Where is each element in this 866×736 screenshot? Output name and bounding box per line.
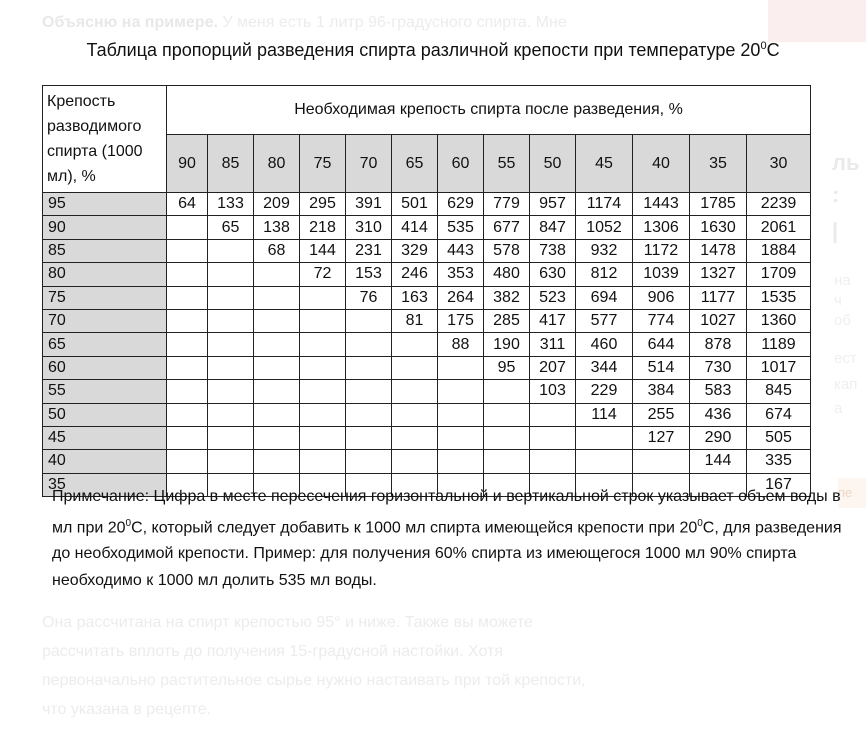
table-cell xyxy=(392,380,438,403)
table-cell xyxy=(346,403,392,426)
table-row xyxy=(43,426,811,449)
row-header: 40 xyxy=(43,450,167,473)
table-cell xyxy=(346,309,392,332)
table-cell xyxy=(438,380,484,403)
column-header: 35 xyxy=(690,135,747,193)
table-cell: 344 xyxy=(576,356,633,379)
background-fragment: на xyxy=(834,272,851,289)
table-cell: 175 xyxy=(438,309,484,332)
background-fragment: | xyxy=(832,218,839,243)
table-cell: 501 xyxy=(392,193,438,216)
table-cell: 878 xyxy=(690,333,747,356)
table-cell xyxy=(633,450,690,473)
table-cell xyxy=(167,239,208,262)
table-cell: 436 xyxy=(690,403,747,426)
table-cell: 414 xyxy=(392,216,438,239)
table-cell: 417 xyxy=(530,309,576,332)
table-cell xyxy=(167,263,208,286)
table-cell: 114 xyxy=(576,403,633,426)
background-fragment: об xyxy=(834,312,851,329)
table-cell xyxy=(392,450,438,473)
column-header: 40 xyxy=(633,135,690,193)
table-cell: 505 xyxy=(747,426,811,449)
background-image-corner xyxy=(768,0,866,42)
table-cell: 535 xyxy=(438,216,484,239)
table-row xyxy=(43,356,811,379)
table-cell xyxy=(300,333,346,356)
table-cell: 311 xyxy=(530,333,576,356)
table-cell: 231 xyxy=(346,239,392,262)
table-cell xyxy=(438,356,484,379)
table-cell xyxy=(208,450,254,473)
table-cell xyxy=(576,426,633,449)
table-cell xyxy=(392,333,438,356)
table-cell: 1027 xyxy=(690,309,747,332)
table-cell: 207 xyxy=(530,356,576,379)
table-cell: 514 xyxy=(633,356,690,379)
table-cell xyxy=(208,426,254,449)
table-cell: 480 xyxy=(484,263,530,286)
background-line: Она рассчитана на спирт крепостью 95° и ниже. Также вы можете xyxy=(42,614,533,631)
table-cell: 1174 xyxy=(576,193,633,216)
table-cell xyxy=(530,450,576,473)
table-cell: 329 xyxy=(392,239,438,262)
table-cell xyxy=(392,426,438,449)
table-cell: 578 xyxy=(484,239,530,262)
table-cell: 167 xyxy=(747,473,811,496)
table-cell xyxy=(254,263,300,286)
table-cell xyxy=(167,403,208,426)
table-cell xyxy=(438,450,484,473)
table-cell: 2061 xyxy=(747,216,811,239)
table-cell: 845 xyxy=(747,380,811,403)
table-cell: 1478 xyxy=(690,239,747,262)
table-cell xyxy=(392,403,438,426)
table-cell xyxy=(254,333,300,356)
table-cell: 255 xyxy=(633,403,690,426)
table-cell xyxy=(254,309,300,332)
row-header: 90 xyxy=(43,216,167,239)
table-cell xyxy=(346,380,392,403)
table-cell: 1443 xyxy=(633,193,690,216)
table-cell: 290 xyxy=(690,426,747,449)
table-cell xyxy=(167,286,208,309)
table-cell: 523 xyxy=(530,286,576,309)
table-cell xyxy=(576,450,633,473)
table-cell: 779 xyxy=(484,193,530,216)
table-row xyxy=(43,286,811,309)
background-intro: Объясню на примере. У меня есть 1 литр 96-градусного спирта. Мне xyxy=(42,14,567,31)
table-cell xyxy=(300,309,346,332)
table-cell: 674 xyxy=(747,403,811,426)
table-cell: 847 xyxy=(530,216,576,239)
table-cell xyxy=(208,333,254,356)
table-cell: 65 xyxy=(208,216,254,239)
table-cell: 1709 xyxy=(747,263,811,286)
table-cell: 644 xyxy=(633,333,690,356)
row-header: 45 xyxy=(43,426,167,449)
table-cell xyxy=(438,426,484,449)
row-header: 50 xyxy=(43,403,167,426)
table-row xyxy=(43,216,811,239)
column-header: 75 xyxy=(300,135,346,193)
table-cell xyxy=(167,333,208,356)
table-row xyxy=(43,403,811,426)
table-cell xyxy=(300,286,346,309)
table-cell: 1535 xyxy=(747,286,811,309)
table-cell xyxy=(208,263,254,286)
table-cell xyxy=(346,356,392,379)
table-cell: 384 xyxy=(633,380,690,403)
table-cell xyxy=(346,450,392,473)
table-cell: 957 xyxy=(530,193,576,216)
table-cell xyxy=(392,356,438,379)
table-cell: 285 xyxy=(484,309,530,332)
background-paragraph xyxy=(42,608,662,724)
table-cell: 1630 xyxy=(690,216,747,239)
table-cell xyxy=(167,309,208,332)
table-cell: 229 xyxy=(576,380,633,403)
table-cell xyxy=(530,403,576,426)
table-cell: 1884 xyxy=(747,239,811,262)
table-cell: 906 xyxy=(633,286,690,309)
row-header: 85 xyxy=(43,239,167,262)
table-row xyxy=(43,193,811,216)
table-cell xyxy=(484,450,530,473)
table-cell: 209 xyxy=(254,193,300,216)
table-cell xyxy=(484,426,530,449)
table-cell: 1052 xyxy=(576,216,633,239)
background-fragment: ч xyxy=(834,292,842,309)
table-cell xyxy=(208,380,254,403)
table-cell: 76 xyxy=(346,286,392,309)
column-header: 30 xyxy=(747,135,811,193)
table-cell: 1172 xyxy=(633,239,690,262)
column-header: 70 xyxy=(346,135,392,193)
table-cell xyxy=(208,356,254,379)
table-row xyxy=(43,309,811,332)
table-cell xyxy=(254,286,300,309)
table-cell: 103 xyxy=(530,380,576,403)
table-cell xyxy=(167,216,208,239)
column-header: 80 xyxy=(254,135,300,193)
table-cell xyxy=(208,286,254,309)
table-cell: 1039 xyxy=(633,263,690,286)
table-cell: 335 xyxy=(747,450,811,473)
table-cell: 144 xyxy=(300,239,346,262)
table-cell: 138 xyxy=(254,216,300,239)
table-cell: 932 xyxy=(576,239,633,262)
row-header: 35 xyxy=(43,473,167,496)
background-fragment: кап xyxy=(834,376,858,393)
column-header: 90 xyxy=(167,135,208,193)
table-cell: 64 xyxy=(167,193,208,216)
column-header: 55 xyxy=(484,135,530,193)
table-cell: 391 xyxy=(346,193,392,216)
table-cell xyxy=(300,356,346,379)
table-cell: 153 xyxy=(346,263,392,286)
table-cell: 1327 xyxy=(690,263,747,286)
table-row xyxy=(43,380,811,403)
table-cell xyxy=(208,403,254,426)
row-header: 75 xyxy=(43,286,167,309)
background-button: пе xyxy=(838,478,866,508)
table-cell: 774 xyxy=(633,309,690,332)
table-title: Таблица пропорций разведения спирта различной крепости при температуре $20^0С$ xyxy=(86,40,780,60)
table-cell xyxy=(254,403,300,426)
table-cell xyxy=(254,426,300,449)
background-fragment: а xyxy=(834,400,843,417)
dilution-table xyxy=(42,85,811,497)
table-cell: 738 xyxy=(530,239,576,262)
table-cell: 630 xyxy=(530,263,576,286)
corner-header: Крепость разводимого спирта (1000 мл), % xyxy=(43,86,167,193)
table-cell: 694 xyxy=(576,286,633,309)
table-cell: 310 xyxy=(346,216,392,239)
table-cell xyxy=(484,380,530,403)
table-cell: 2239 xyxy=(747,193,811,216)
table-cell xyxy=(484,403,530,426)
table-cell xyxy=(167,380,208,403)
table-cell: 812 xyxy=(576,263,633,286)
table-note: Примечание: Цифра в месте пересечения горизонтальной и вертикальной строк указывает объем воды в мл при $20^0С$, который следует добавить к 1000 мл спирта имеющейся крепости при $20^0С$, для разведения до необходимой крепости. Пример: для получения 60% спирта из имеющегося 1000 мл 90% спирта необходимо к 1000 мл долить 535 мл воды. xyxy=(52,488,842,589)
table-cell: 460 xyxy=(576,333,633,356)
table-cell xyxy=(254,380,300,403)
column-header: 65 xyxy=(392,135,438,193)
table-row xyxy=(43,333,811,356)
table-cell xyxy=(167,356,208,379)
table-cell: 1306 xyxy=(633,216,690,239)
row-header: 80 xyxy=(43,263,167,286)
table-cell: 264 xyxy=(438,286,484,309)
column-header: 60 xyxy=(438,135,484,193)
table-cell xyxy=(208,309,254,332)
row-header: 95 xyxy=(43,193,167,216)
table-cell xyxy=(167,450,208,473)
table-cell xyxy=(346,333,392,356)
background-fragment: ест xyxy=(834,350,857,367)
target-strength-header: Необходимая крепость спирта после разведения, % xyxy=(167,86,811,135)
background-line: рассчитать вплоть до получения 15-градусной настойки. Хотя xyxy=(42,643,503,660)
background-fragment: : xyxy=(832,182,840,207)
table-row xyxy=(43,450,811,473)
table-cell: 133 xyxy=(208,193,254,216)
table-row xyxy=(43,239,811,262)
column-header: 50 xyxy=(530,135,576,193)
table-cell: 353 xyxy=(438,263,484,286)
table-cell: 1785 xyxy=(690,193,747,216)
table-cell xyxy=(438,403,484,426)
table-cell: 88 xyxy=(438,333,484,356)
table-cell xyxy=(208,239,254,262)
background-line: первоначально растительное сырье нужно настаивать при той крепости, xyxy=(42,672,586,689)
table-cell: 1177 xyxy=(690,286,747,309)
table-cell: 72 xyxy=(300,263,346,286)
row-header: 60 xyxy=(43,356,167,379)
row-header: 70 xyxy=(43,309,167,332)
table-cell xyxy=(300,426,346,449)
table-cell xyxy=(300,380,346,403)
table-cell: 730 xyxy=(690,356,747,379)
table-cell: 1017 xyxy=(747,356,811,379)
table-cell: 163 xyxy=(392,286,438,309)
table-cell xyxy=(300,403,346,426)
table-cell: 583 xyxy=(690,380,747,403)
background-fragment: ль xyxy=(832,150,860,175)
table-cell: 127 xyxy=(633,426,690,449)
table-cell: 68 xyxy=(254,239,300,262)
column-header: 85 xyxy=(208,135,254,193)
table-row xyxy=(43,263,811,286)
table-cell: 246 xyxy=(392,263,438,286)
row-header: 65 xyxy=(43,333,167,356)
table-cell: 677 xyxy=(484,216,530,239)
table-cell: 81 xyxy=(392,309,438,332)
table-cell: 295 xyxy=(300,193,346,216)
table-cell: 190 xyxy=(484,333,530,356)
column-header: 45 xyxy=(576,135,633,193)
table-cell: 144 xyxy=(690,450,747,473)
table-cell: 382 xyxy=(484,286,530,309)
table-cell xyxy=(254,356,300,379)
table-cell: 218 xyxy=(300,216,346,239)
table-cell: 1189 xyxy=(747,333,811,356)
table-cell: 95 xyxy=(484,356,530,379)
table-cell: 1360 xyxy=(747,309,811,332)
table-cell xyxy=(167,426,208,449)
background-line: что указана в рецепте. xyxy=(42,701,212,718)
table-cell: 629 xyxy=(438,193,484,216)
table-cell: 577 xyxy=(576,309,633,332)
table-cell xyxy=(300,450,346,473)
table-cell xyxy=(530,426,576,449)
table-cell: 443 xyxy=(438,239,484,262)
table-cell xyxy=(254,450,300,473)
row-header: 55 xyxy=(43,380,167,403)
table-cell xyxy=(346,426,392,449)
